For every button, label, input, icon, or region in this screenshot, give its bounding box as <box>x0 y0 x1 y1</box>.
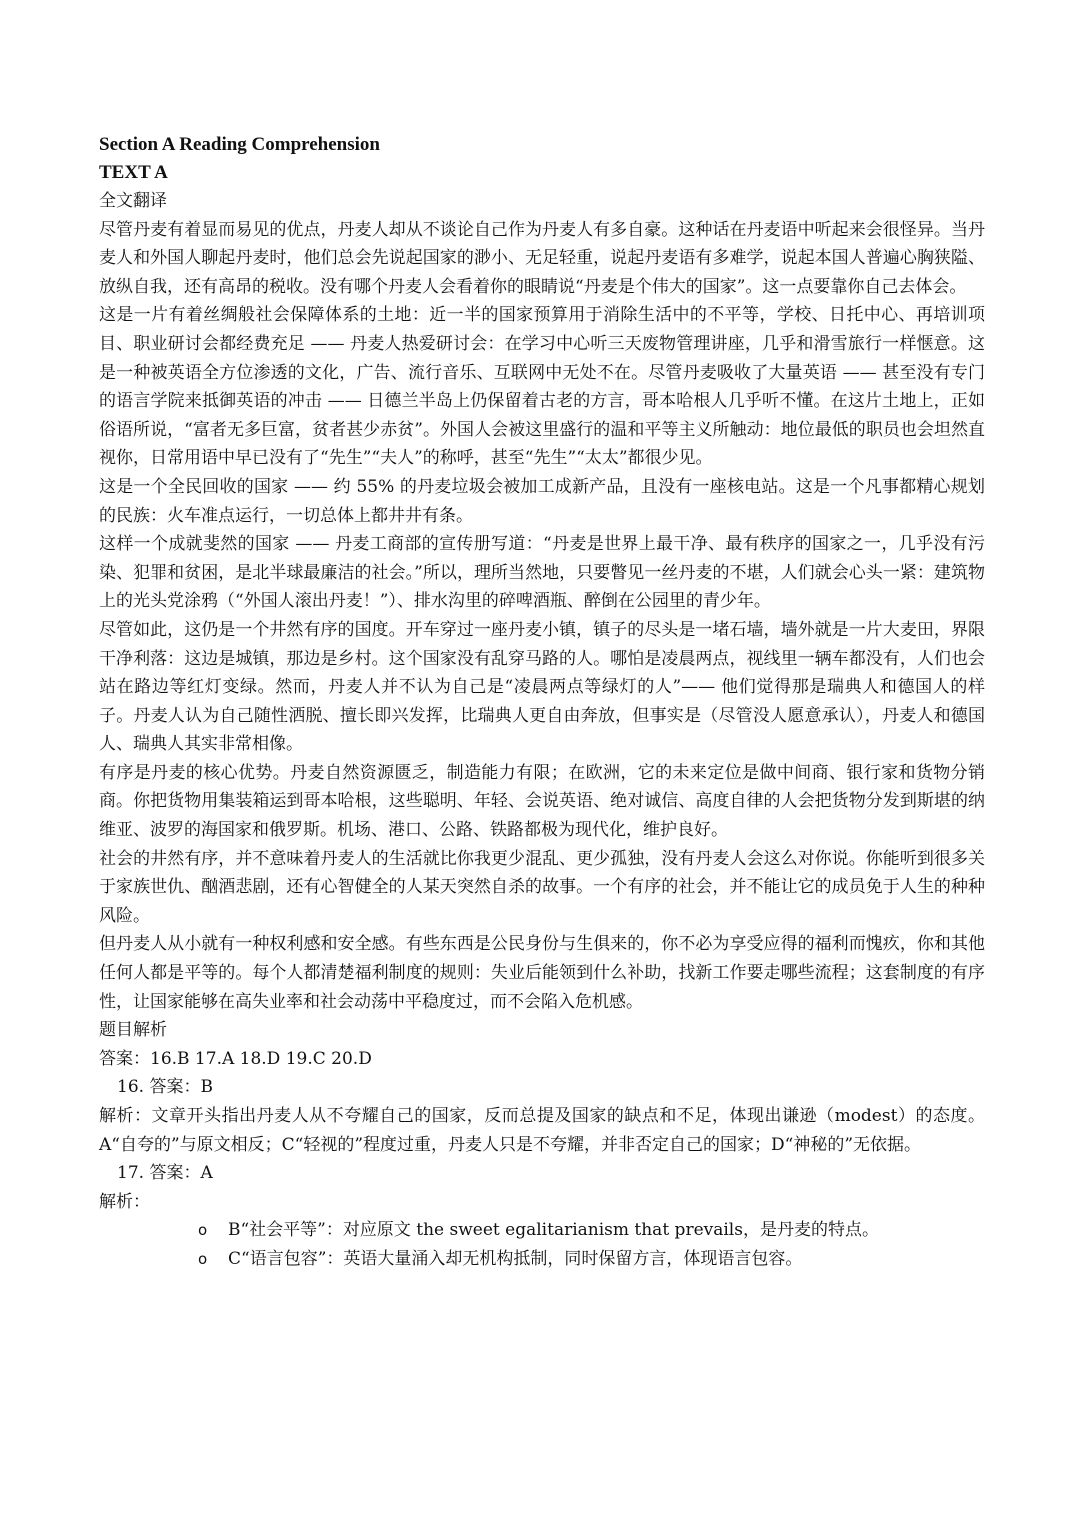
paragraph: 尽管如此，这仍是一个井然有序的国度。开车穿过一座丹麦小镇，镇子的尽头是一堵石墙，墙外就是一片大麦田，界限干净利落：这边是城镇，那边是乡村。这个国家没有乱穿马路的人。哪怕是凌晨两点，视线里一辆车都没有，人们也会站在路边等红灯变绿。然而，丹麦人并不认为自己是“凌晨两点等绿灯的人”—— 他们觉得那是瑞典人和德国人的样子。丹麦人认为自己随性洒脱、擅长即兴发挥，比瑞典人更自由奔放，但事实是（尽管没人愿意承认），丹麦人和德国人、瑞典人其实非常相像。 <box>99 619 985 755</box>
answers-line: 答案：16.B 17.A 18.D 19.C 20.D <box>99 1048 372 1069</box>
q16-answer: 16. 答案：B <box>117 1077 213 1098</box>
list-item <box>99 1216 985 1245</box>
text-heading: TEXT A <box>99 162 168 183</box>
q17-explanation-label: 解析： <box>99 1191 150 1212</box>
paragraph: 社会的井然有序，并不意味着丹麦人的生活就比你我更少混乱、更少孤独，没有丹麦人会这么对你说。你能听到很多关于家族世仇、酗酒悲剧，还有心智健全的人某天突然自杀的故事。一个有序的社会，并不能让它的成员免于人生的种种风险。 <box>99 848 985 926</box>
document-content <box>99 131 985 1274</box>
analysis-label: 题目解析 <box>99 1020 167 1041</box>
paragraph: 这是一个全民回收的国家 —— 约 55% 的丹麦垃圾会被加工成新产品，且没有一座核电站。这是一个凡事都精心规划的民族：火车准点运行，一切总体上都井井有条。 <box>99 476 985 526</box>
paragraph: 这样一个成就斐然的国家 —— 丹麦工商部的宣传册写道：“丹麦是世界上最干净、最有秩序的国家之一，几乎没有污染、犯罪和贫困，是北半球最廉洁的社会。”所以，理所当然地，只要瞥见一丝丹麦的不堪，人们就会心头一紧：建筑物上的光头党涂鸦（“外国人滚出丹麦！”）、排水沟里的碎啤酒瓶、醉倒在公园里的青少年。 <box>99 534 985 612</box>
list-item <box>99 1245 985 1274</box>
section-heading: Section A Reading Comprehension <box>99 134 380 155</box>
q17-options-list <box>99 1216 985 1273</box>
paragraph: 尽管丹麦有着显而易见的优点，丹麦人却从不谈论自己作为丹麦人有多自豪。这种话在丹麦语中听起来会很怪异。当丹麦人和外国人聊起丹麦时，他们总会先说起国家的渺小、无足轻重，说起丹麦语有多难学，说起本国人普遍心胸狭隘、放纵自我，还有高昂的税收。没有哪个丹麦人会看着你的眼睛说“丹麦是个伟大的国家”。这一点要靠你自己去体会。 <box>99 219 985 297</box>
bullet-icon: o <box>198 1221 208 1240</box>
option-text: C“语言包容”：英语大量涌入却无机构抵制，同时保留方言，体现语言包容。 <box>228 1248 803 1269</box>
paragraph: 这是一片有着丝绸般社会保障体系的土地：近一半的国家预算用于消除生活中的不平等，学校、日托中心、再培训项目、职业研讨会都经费充足 —— 丹麦人热爱研讨会：在学习中心听三天废物管理讲座，几乎和滑雪旅行一样惬意。这是一种被英语全方位渗透的文化，广告、流行音乐、互联网中无处不在。尽管丹麦吸收了大量英语 —— 甚至没有专门的语言学院来抵御英语的冲击 —— 日德兰半岛上仍保留着古老的方言，哥本哈根人几乎听不懂。在这片土地上，正如俗语所说，“富者无多巨富，贫者甚少赤贫”。外国人会被这里盛行的温和平等主义所触动：地位最低的职员也会坦然直视你，日常用语中早已没有了“先生”“夫人”的称呼，甚至“先生”“太太”都很少见。 <box>99 305 985 469</box>
translation-label: 全文翻译 <box>99 191 167 211</box>
option-text: B“社会平等”：对应原文 the sweet egalitarianism that prevails，是丹麦的特点。 <box>228 1220 879 1241</box>
q17-answer: 17. 答案：A <box>117 1163 213 1184</box>
paragraph: 但丹麦人从小就有一种权利感和安全感。有些东西是公民身份与生俱来的，你不必为享受应得的福利而愧疚，你和其他任何人都是平等的。每个人都清楚福利制度的规则：失业后能领到什么补助，找新工作要走哪些流程；这套制度的有序性，让国家能够在高失业率和社会动荡中平稳度过，而不会陷入危机感。 <box>99 934 985 1012</box>
q16-explanation: 解析：文章开头指出丹麦人从不夸耀自己的国家，反而总提及国家的缺点和不足，体现出谦逊（modest）的态度。A“自夸的”与原文相反；C“轻视的”程度过重，丹麦人只是不夸耀，并非否定自己的国家；D“神秘的”无依据。 <box>99 1106 985 1155</box>
bullet-icon: o <box>198 1249 208 1268</box>
paragraph: 有序是丹麦的核心优势。丹麦自然资源匮乏，制造能力有限；在欧洲，它的未来定位是做中间商、银行家和货物分销商。你把货物用集装箱运到哥本哈根，这些聪明、年轻、会说英语、绝对诚信、高度自律的人会把货物分发到斯堪的纳维亚、波罗的海国家和俄罗斯。机场、港口、公路、铁路都极为现代化，维护良好。 <box>99 762 985 841</box>
